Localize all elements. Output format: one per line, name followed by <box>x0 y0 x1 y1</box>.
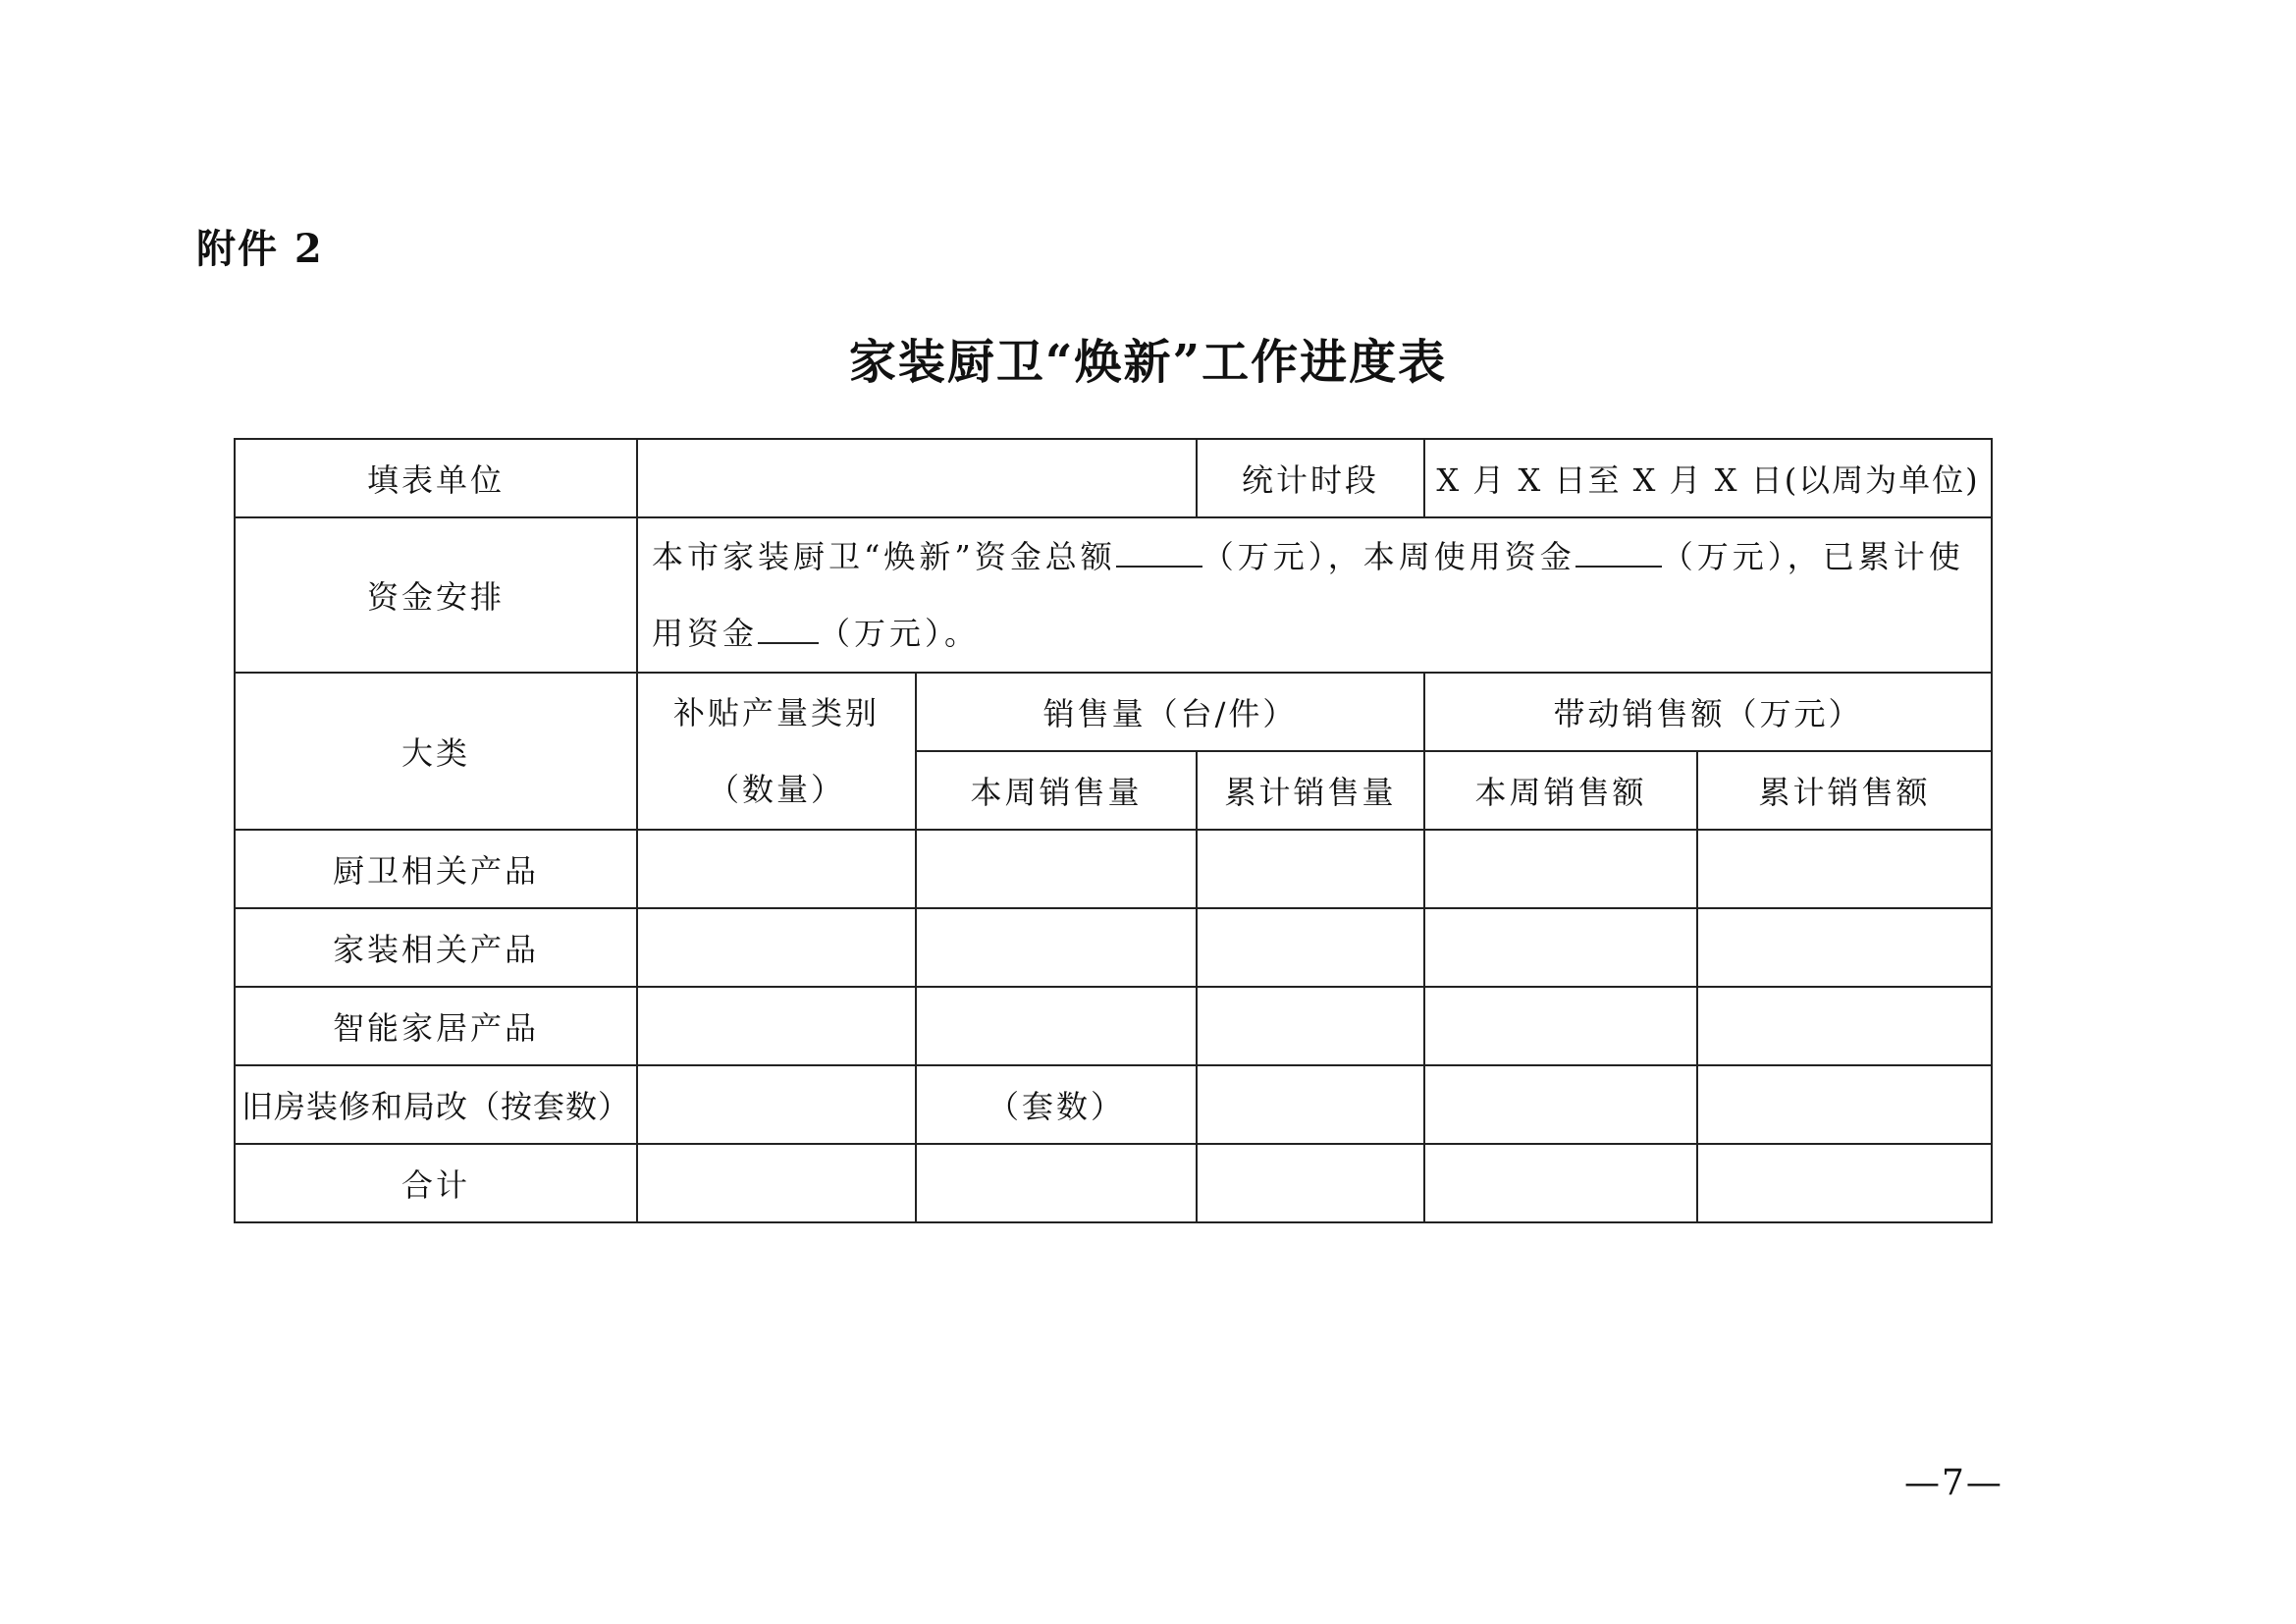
cum-amount-header: 累计销售额 <box>1697 751 1992 830</box>
cum-volume-header: 累计销售量 <box>1197 751 1424 830</box>
page-number: —7— <box>1904 1463 2003 1503</box>
cum-amount-cell[interactable] <box>1697 987 1992 1065</box>
table-row <box>235 1144 1992 1222</box>
category-cell: 家装相关产品 <box>235 908 637 987</box>
subsidy-header-line1: 补贴产量类别 <box>673 694 881 731</box>
cum-amount-cell[interactable] <box>1697 830 1992 908</box>
week-amount-cell[interactable] <box>1424 1144 1697 1222</box>
driven-sales-header: 带动销售额（万元） <box>1424 673 1992 751</box>
category-cell: 厨卫相关产品 <box>235 830 637 908</box>
week-volume-header: 本周销售量 <box>916 751 1197 830</box>
table-row <box>235 830 1992 908</box>
cum-amount-cell[interactable] <box>1697 908 1992 987</box>
cum-amount-cell[interactable] <box>1697 1144 1992 1222</box>
cum-volume-cell[interactable] <box>1197 1144 1424 1222</box>
table-row <box>235 908 1992 987</box>
week-volume-cell[interactable] <box>916 987 1197 1065</box>
cum-volume-cell[interactable] <box>1197 987 1424 1065</box>
week-amount-header: 本周销售额 <box>1424 751 1697 830</box>
subsidy-header-line2: （数量） <box>708 771 846 808</box>
week-volume-cell[interactable] <box>916 830 1197 908</box>
week-amount-cell[interactable] <box>1424 987 1697 1065</box>
subsidy-cell[interactable] <box>637 1144 916 1222</box>
subsidy-cell[interactable] <box>637 830 916 908</box>
category-cell: 合计 <box>235 1144 637 1222</box>
table-row <box>235 1065 1992 1144</box>
subsidy-header <box>637 673 916 830</box>
week-volume-cell[interactable] <box>916 1144 1197 1222</box>
funding-text-1: 本市家装厨卫“焕新”资金总额 <box>652 538 1116 575</box>
week-volume-cell[interactable]: （套数） <box>916 1065 1197 1144</box>
category-header: 大类 <box>235 673 637 830</box>
cum-volume-cell[interactable] <box>1197 908 1424 987</box>
header-row-1 <box>235 673 1992 751</box>
cum-volume-cell[interactable] <box>1197 1065 1424 1144</box>
category-cell: 旧房装修和局改（按套数） <box>235 1065 637 1144</box>
unit-input-cell[interactable] <box>637 439 1197 517</box>
unit-label: 填表单位 <box>235 439 637 517</box>
unit-row <box>235 439 1992 517</box>
funding-row <box>235 517 1992 673</box>
funding-statement[interactable] <box>637 517 1992 673</box>
sales-volume-header: 销售量（台/件） <box>916 673 1424 751</box>
funding-text-3: （万元），已累计使用资金 <box>652 538 1964 652</box>
week-amount-cell[interactable] <box>1424 908 1697 987</box>
subsidy-cell[interactable] <box>637 987 916 1065</box>
cumulative-fund-blank[interactable] <box>758 613 819 644</box>
attachment-label: 附件 2 <box>196 226 324 272</box>
total-fund-blank[interactable] <box>1116 536 1202 568</box>
progress-table <box>234 438 1993 1223</box>
period-label: 统计时段 <box>1197 439 1424 517</box>
subsidy-cell[interactable] <box>637 1065 916 1144</box>
cum-volume-cell[interactable] <box>1197 830 1424 908</box>
cum-amount-cell[interactable] <box>1697 1065 1992 1144</box>
weekly-fund-blank[interactable] <box>1575 536 1662 568</box>
table-row <box>235 987 1992 1065</box>
subsidy-cell[interactable] <box>637 908 916 987</box>
page-title: 家装厨卫“焕新”工作进度表 <box>848 335 1448 390</box>
period-value[interactable]: X 月 X 日至 X 月 X 日(以周为单位) <box>1424 439 1992 517</box>
week-volume-cell[interactable] <box>916 908 1197 987</box>
category-cell: 智能家居产品 <box>235 987 637 1065</box>
week-amount-cell[interactable] <box>1424 830 1697 908</box>
week-amount-cell[interactable] <box>1424 1065 1697 1144</box>
funding-label: 资金安排 <box>235 517 637 673</box>
funding-text-2: （万元），本周使用资金 <box>1201 538 1575 575</box>
funding-text-4: （万元）。 <box>819 615 981 652</box>
